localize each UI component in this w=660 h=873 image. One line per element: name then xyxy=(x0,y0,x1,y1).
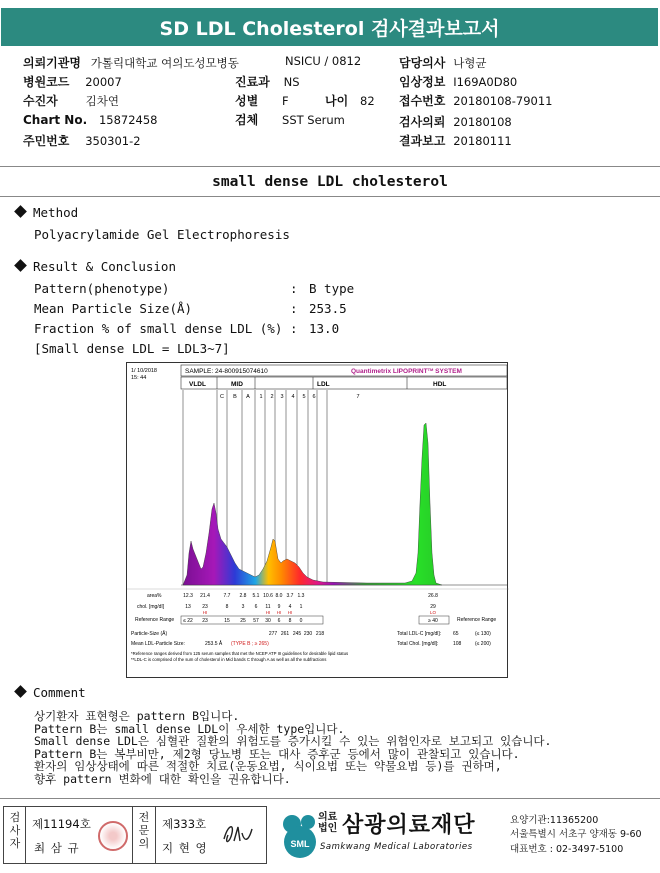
area-value: 2.8 xyxy=(239,593,247,599)
flag-value: HI xyxy=(276,610,282,615)
area-value: 12.3 xyxy=(183,593,193,599)
hospital-code-label: 병원코드 xyxy=(23,75,70,89)
fraction-colon: : xyxy=(290,321,298,336)
flag-value: LO xyxy=(429,610,437,615)
comment-line: 향후 pattern 변화에 대한 확인을 권유합니다. xyxy=(34,771,291,786)
total-chol-ref: (≤ 200) xyxy=(475,641,491,647)
ref-value: 15 xyxy=(224,618,230,624)
clinical-label: 임상정보 xyxy=(399,75,446,89)
ref-value: 23 xyxy=(202,618,208,624)
chol-value: 4 xyxy=(288,604,292,610)
band-group-label: MID xyxy=(231,381,243,388)
chart-time: 15: 44 xyxy=(131,375,147,381)
area-value: 10.6 xyxy=(263,593,273,599)
specialist-license: 제333호 xyxy=(162,817,207,831)
chol-value: 1 xyxy=(299,604,303,610)
band-label: 7 xyxy=(356,394,360,400)
dept-value: NS xyxy=(283,75,300,89)
area-value: 7.7 xyxy=(223,593,231,599)
inspector-license: 제11194호 xyxy=(32,817,91,831)
section-title: small dense LDL cholesterol xyxy=(212,174,448,190)
total-chol-value: 108 xyxy=(453,641,462,647)
ref-value: 6 xyxy=(277,618,281,624)
ref-label-right: Reference Range xyxy=(457,617,497,623)
comment-line: Small dense LDL은 심혈관 질환의 위험도를 증가시킬 수 있는 위험인자로 보고되고 있습니다. xyxy=(34,734,552,748)
diamond-bullet-icon xyxy=(14,259,27,272)
specimen-value: SST Serum xyxy=(282,113,345,127)
diamond-bullet-icon xyxy=(14,205,27,218)
area-value: 1.3 xyxy=(297,593,305,599)
pattern-label: Pattern(phenotype) xyxy=(34,281,170,296)
pattern-value: B type xyxy=(309,281,355,296)
ref-value: ≤ 22 xyxy=(183,618,193,624)
chart-footnote: **LDL-C is comprised of the sum of cholesterol in Mid bands C through A as well as all the subfractions xyxy=(131,657,327,662)
chart-sample: SAMPLE: 24-800915074610 xyxy=(185,368,268,375)
comment-line: 환자의 임상상태에 따른 적절한 치료(운동요법, 식이요법 또는 약물요법 등)를 권하며, xyxy=(34,759,502,773)
result-heading xyxy=(16,259,176,274)
patient-label: 수진자 xyxy=(23,94,58,108)
ref-value: 8 xyxy=(288,618,292,624)
size-colon: : xyxy=(290,301,298,316)
rrn-value: 350301-2 xyxy=(85,134,141,148)
report-label: 결과보고 xyxy=(399,134,446,148)
band-label: 1 xyxy=(259,394,263,400)
chol-value: 9 xyxy=(277,604,281,610)
comment-heading-text: Comment xyxy=(33,685,86,700)
dept-label: 진료과 xyxy=(235,75,270,89)
chol-value: 6 xyxy=(254,604,258,610)
chart-brand: Quantimetrix LIPOPRINT™ SYSTEM xyxy=(351,366,462,375)
chol-label: chol. [mg/dl] xyxy=(137,604,164,610)
area-value: 3.7 xyxy=(286,593,294,599)
flag-value: HI xyxy=(265,610,271,615)
fraction-label: Fraction % of small dense LDL (%) xyxy=(34,321,283,336)
size-value: 253.5 xyxy=(309,301,347,316)
divider xyxy=(0,798,660,799)
ref-value: 0 xyxy=(299,618,303,624)
ref-value: ≥ 40 xyxy=(428,618,438,624)
band-label: 4 xyxy=(291,394,295,400)
mean-size-value: 253.5 Å xyxy=(205,641,223,647)
hospital-code-value: 20007 xyxy=(85,75,122,89)
seal-stamp-icon xyxy=(98,821,128,851)
divider xyxy=(132,807,133,863)
band-group-header xyxy=(181,377,507,389)
report-value: 20180111 xyxy=(453,134,512,148)
rrn-label: 주민번호 xyxy=(23,134,70,148)
comment-line: Pattern B는 small dense LDL이 우세한 type입니다. xyxy=(34,721,345,736)
particle-value: 277 xyxy=(268,631,278,637)
flag-value: HI xyxy=(202,610,208,615)
particle-value: 230 xyxy=(303,631,313,637)
report-title: SD LDL Cholesterol 검사결과보고서 xyxy=(1,8,658,46)
institution-value: 가톨릭대학교 여의도성모병동 xyxy=(90,56,239,70)
comment-heading xyxy=(16,685,86,700)
ref-value: 57 xyxy=(253,618,259,624)
electropherogram-area xyxy=(183,423,442,585)
particle-value: 261 xyxy=(280,631,290,637)
ref-label: Reference Range xyxy=(135,617,175,623)
band-group-label: LDL xyxy=(317,381,330,388)
clinical-value: I169A0D80 xyxy=(453,75,518,89)
chol-value: 11 xyxy=(265,604,271,610)
method-text: Polyacrylamide Gel Electrophoresis xyxy=(34,227,290,242)
total-ldl-label: Total LDL-C [mg/dl]: xyxy=(397,631,442,637)
band-group-label: HDL xyxy=(433,381,447,388)
diamond-bullet-icon xyxy=(14,685,27,698)
chart-date: 1/ 10/2018 xyxy=(131,368,157,374)
chart-no-value: 15872458 xyxy=(98,113,158,127)
org-name: 삼광의료재단 xyxy=(342,813,476,838)
sdldl-note: [Small dense LDL = LDL3~7] xyxy=(34,341,230,356)
method-heading xyxy=(16,205,78,220)
comment-body xyxy=(34,710,551,785)
total-chol-label: Total Chol. [mg/dl]: xyxy=(397,641,439,647)
band-label: 2 xyxy=(270,394,274,400)
ref-value: 30 xyxy=(265,618,271,624)
org-code: 요양기관:11365200 xyxy=(510,815,599,826)
age-label: 나이 xyxy=(325,94,349,108)
result-heading-text: Result & Conclusion xyxy=(33,259,176,274)
total-ldl-ref: (≤ 130) xyxy=(475,631,491,637)
mean-type: (TYPE B ; ≥ 265) xyxy=(231,641,269,647)
particle-value: 218 xyxy=(315,631,325,637)
band-label: B xyxy=(233,394,237,400)
chol-value: 8 xyxy=(225,604,229,610)
org-address: 서울특별시 서초구 양재동 9-60 xyxy=(510,829,642,840)
particle-label: Particle-Size (Å) xyxy=(131,631,168,637)
inspector-label: 검사자 xyxy=(9,811,21,850)
sex-label: 성별 xyxy=(235,94,259,108)
lipoprint-chart xyxy=(126,362,508,678)
comment-line: 상기환자 표현형은 pattern B입니다. xyxy=(34,709,240,723)
method-heading-text: Method xyxy=(33,205,79,220)
area-label: area% xyxy=(147,593,162,599)
receipt-value: 20180108-79011 xyxy=(453,94,553,108)
area-value: 21.4 xyxy=(200,593,210,599)
band-label: 6 xyxy=(312,394,316,400)
doctor-label: 담당의사 xyxy=(399,56,446,70)
area-value: 5.1 xyxy=(252,593,260,599)
size-label: Mean Particle Size(Å) xyxy=(34,301,193,316)
ward-value: NSICU / 0812 xyxy=(285,54,362,68)
area-value: 8.0 xyxy=(275,593,283,599)
divider xyxy=(0,166,660,167)
chol-value: 3 xyxy=(241,604,245,610)
band-label: 3 xyxy=(280,394,284,400)
total-ldl-value: 65 xyxy=(453,631,459,637)
institution-label: 의뢰기관명 xyxy=(23,56,81,70)
age-value: 82 xyxy=(360,94,375,108)
divider xyxy=(25,807,26,863)
inspector-name: 최 삼 규 xyxy=(34,841,80,855)
sex-value: F xyxy=(282,94,289,108)
specimen-label: 검체 xyxy=(235,113,259,127)
pattern-colon: : xyxy=(290,281,298,296)
ref-value: 25 xyxy=(240,618,246,624)
band-label: C xyxy=(220,394,224,400)
sml-logo-text: SML xyxy=(290,839,310,849)
doctor-value: 나형균 xyxy=(453,56,487,70)
particle-value: 245 xyxy=(292,631,302,637)
area-value: 26.8 xyxy=(428,593,438,599)
org-phone: 대표번호 : 02-3497-5100 xyxy=(510,844,624,855)
band-group-label: VLDL xyxy=(189,381,206,388)
signature-icon xyxy=(220,819,256,851)
chart-footnote: *Reference ranges derived from 125 serum samples that met the NCEP ATP III guidelines for desirable lipid status xyxy=(131,651,349,656)
comment-line: Pattern B는 복부비만, 제2형 당뇨병 또는 대사 증후군 등에서 많이 관찰되고 있습니다. xyxy=(34,746,520,761)
chart-no-label: Chart No. xyxy=(23,113,88,127)
lipoprint-chart-svg xyxy=(127,363,509,679)
chol-value: 29 xyxy=(430,604,436,610)
band-label: 5 xyxy=(302,394,306,400)
chol-value: 13 xyxy=(185,604,191,610)
specialist-name: 지 현 영 xyxy=(162,841,208,855)
org-type: 의료법인 xyxy=(318,812,338,834)
band-label: A xyxy=(246,394,250,400)
fraction-value: 13.0 xyxy=(309,321,340,336)
divider xyxy=(155,807,156,863)
flag-value: HI xyxy=(287,610,293,615)
mean-size-label: Mean LDL-Particle Size: xyxy=(131,641,185,647)
org-en: Samkwang Medical Laboratories xyxy=(320,842,473,852)
request-value: 20180108 xyxy=(453,115,512,129)
lab-footer xyxy=(272,808,652,862)
request-label: 검사의뢰 xyxy=(399,115,446,129)
specialist-label: 전문의 xyxy=(138,811,150,850)
patient-value: 김차연 xyxy=(85,94,119,108)
receipt-label: 접수번호 xyxy=(399,94,446,108)
divider xyxy=(0,196,660,197)
signature-box xyxy=(3,806,267,864)
chol-value: 23 xyxy=(202,604,208,610)
